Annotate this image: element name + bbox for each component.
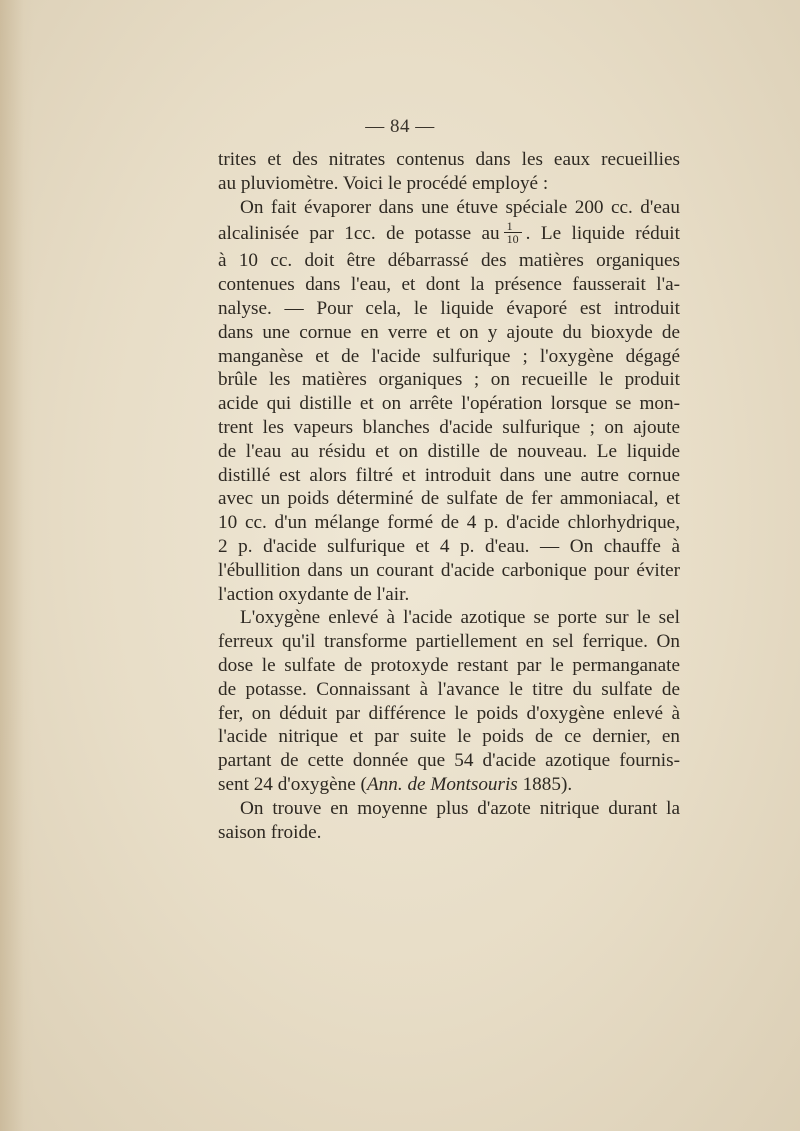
text-line: l'ébullition dans un courant d'acide carbonique pour éviter [218, 559, 680, 581]
text-line: avec un poids déterminé de sulfate de fer ammoniacal, et [218, 488, 680, 510]
text-line: saison froide. [218, 821, 322, 843]
text-segment: 1885). [517, 773, 573, 795]
text-line: distillé est alors filtré et introduit dans une autre cornue [218, 464, 680, 486]
fraction [504, 220, 522, 245]
text-line: brûle les matières organiques ; on recueille le produit [218, 369, 680, 391]
text-line: partant de cette donnée que 54 d'acide azotique fournis- [218, 750, 680, 772]
text-line-with-fraction [218, 219, 680, 249]
text-line: au pluviomètre. Voici le procédé employé : [218, 172, 549, 194]
text-segment: sent 24 d'oxygène ( [218, 773, 367, 795]
text-line: l'action oxydante de l'air. [218, 583, 410, 605]
text-line: à 10 cc. doit être débarrassé des matières organiques [218, 250, 680, 272]
text-line: nalyse. — Pour cela, le liquide évaporé est introduit [218, 297, 680, 319]
citation-italic: Ann. de Montsouris [366, 773, 518, 795]
text-line: contenues dans l'eau, et dont la présence fausserait l'a- [218, 274, 680, 296]
page-number: — 84 — [365, 116, 435, 137]
text-line: On trouve en moyenne plus d'azote nitrique durant la [240, 797, 680, 819]
text-line: de potasse. Connaissant à l'avance le titre du sulfate de [218, 678, 680, 700]
text-line: 10 cc. d'un mélange formé de 4 p. d'acide chlorhydrique, [218, 512, 680, 534]
text-line: acide qui distille et on arrête l'opération lorsque se mon- [218, 393, 680, 415]
page-edge-shadow [0, 0, 34, 1131]
text-line: ferreux qu'il transforme partiellement en sel ferrique. On [218, 631, 680, 653]
text-line: On fait évaporer dans une étuve spéciale 200 cc. d'eau [240, 196, 680, 218]
text-line: trent les vapeurs blanches d'acide sulfurique ; on ajoute [218, 416, 680, 438]
fraction-denominator: 10 [506, 232, 519, 247]
text-line: de l'eau au résidu et on distille de nouveau. Le liquide [218, 440, 680, 462]
text-line: L'oxygène enlevé à l'acide azotique se porte sur le sel [240, 607, 680, 629]
text-segment: alcalinisée par 1cc. de potasse au [218, 223, 500, 245]
text-line: trites et des nitrates contenus dans les eaux recueillies [218, 149, 680, 170]
fraction-numerator: 1 [504, 220, 522, 233]
text-line: manganèse et de l'acide sulfurique ; l'oxygène dégagé [218, 345, 680, 367]
text-segment: . Le liquide réduit [525, 223, 680, 245]
text-line: fer, on déduit par différence le poids d'oxygène enlevé à [218, 702, 680, 724]
text-line: 2 p. d'acide sulfurique et 4 p. d'eau. — On chauffe à [218, 535, 680, 557]
text-line: dans une cornue en verre et on y ajoute du bioxyde de [218, 321, 680, 343]
text-line: l'acide nitrique et par suite le poids de ce dernier, en [218, 726, 680, 748]
text-line: dose le sulfate de protoxyde restant par le permanganate [218, 654, 680, 676]
text-line-with-citation [218, 773, 680, 797]
body-text [218, 148, 680, 844]
